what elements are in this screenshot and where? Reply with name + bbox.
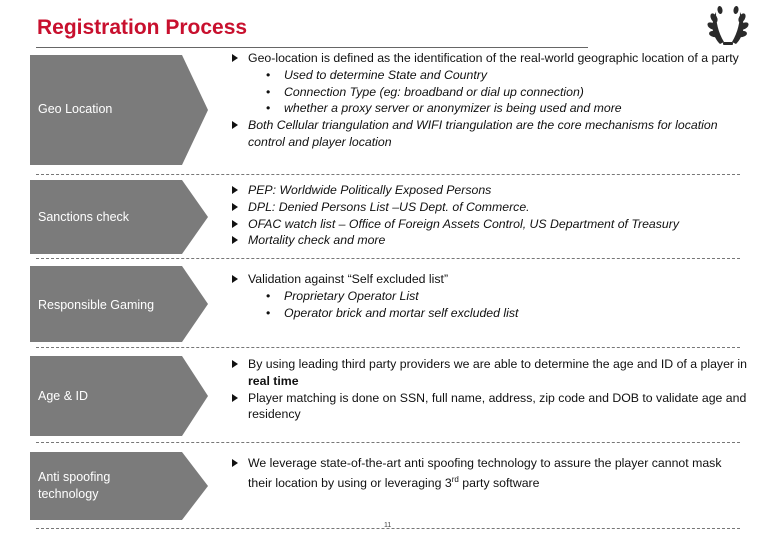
page-number: 11 [384, 522, 392, 529]
bullet-item: DPL: Denied Persons List –US Dept. of Commerce. [232, 199, 748, 216]
bullet-item: Both Cellular triangulation and WIFI triangulation are the core mechanisms for location control and player location [232, 117, 748, 151]
responsible-gaming-content [232, 271, 748, 321]
bullet-item: Validation against “Self excluded list” [232, 271, 748, 288]
bullet-item: PEP: Worldwide Politically Exposed Persons [232, 182, 748, 199]
age-id-content [232, 356, 748, 423]
sub-bullet-item: • Used to determine State and Country [266, 67, 488, 82]
sub-bullet-item: • Operator brick and mortar self excluded list [266, 305, 519, 320]
section-label-responsible-gaming: Responsible Gaming [38, 298, 155, 312]
section-divider [36, 347, 740, 348]
section-label-sanctions-check: Sanctions check [38, 210, 130, 224]
section-divider [36, 442, 740, 443]
geo-location-content [232, 50, 748, 151]
laurel-wreath-icon [706, 4, 750, 48]
bullet-item: Geo-location is defined as the identification of the real-world geographic location of a party [232, 50, 748, 67]
sub-bullet-item: • Connection Type (eg: broadband or dial up connection) [266, 84, 584, 99]
section-label-anti-spoofing-line1: Anti spoofing [38, 470, 111, 484]
section-label-age-id: Age & ID [38, 389, 89, 403]
anti-spoofing-content [232, 455, 748, 492]
section-label-geo-location: Geo Location [38, 102, 113, 116]
section-divider [36, 258, 740, 259]
section-divider [36, 174, 740, 175]
bullet-item: Mortality check and more [232, 232, 748, 249]
page-title: Registration Process [37, 16, 248, 39]
sanctions-check-content [232, 182, 748, 249]
sub-bullet-item: • Proprietary Operator List [266, 288, 419, 303]
bullet-item: Player matching is done on SSN, full name, address, zip code and DOB to validate age and residency [232, 390, 748, 424]
sub-bullet-item: • whether a proxy server or anonymizer is being used and more [266, 101, 622, 116]
bullet-item: By using leading third party providers we are able to determine the age and ID of a player in real time [232, 356, 748, 390]
bullet-item: OFAC watch list – Office of Foreign Assets Control, US Department of Treasury [232, 216, 748, 233]
title-underline [36, 47, 588, 48]
section-label-anti-spoofing-line2: technology [38, 487, 99, 501]
bullet-item: We leverage state-of-the-art anti spoofing technology to assure the player cannot mask their location by using or leveraging 3rd party software [232, 455, 748, 492]
